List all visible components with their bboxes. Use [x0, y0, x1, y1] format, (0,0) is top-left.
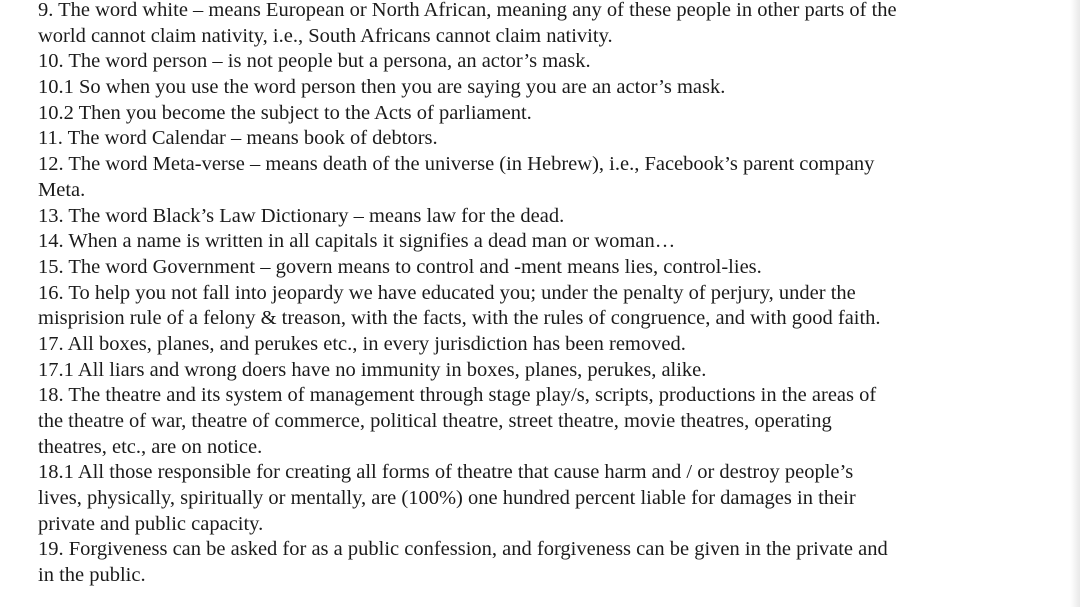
text-line: 18. The theatre and its system of management through stage play/s, scripts, productions in the areas of [38, 384, 877, 407]
text-line: 17.1 All liars and wrong doers have no immunity in boxes, planes, perukes, alike. [38, 358, 707, 381]
text-line: 10. The word person – is not people but a persona, an actor’s mask. [38, 50, 591, 73]
text-line: 14. When a name is written in all capitals it signifies a dead man or woman… [38, 230, 676, 253]
text-line: 11. The word Calendar – means book of debtors. [38, 127, 438, 150]
text-line: 15. The word Government – govern means to control and -ment means lies, control-lies. [38, 255, 762, 278]
text-line: 18.1 All those responsible for creating all forms of theatre that cause harm and / or destroy people’s [38, 461, 854, 484]
document-page [38, 0, 1072, 589]
text-line: misprision rule of a felony & treason, with the facts, with the rules of congruence, and with good faith. [38, 307, 881, 330]
text-line: 13. The word Black’s Law Dictionary – means law for the dead. [38, 204, 565, 227]
page-edge-shadow [1070, 0, 1080, 607]
text-line: private and public capacity. [38, 512, 264, 535]
text-line: 10.1 So when you use the word person then you are saying you are an actor’s mask. [38, 76, 726, 99]
text-line: world cannot claim nativity, i.e., South Africans cannot claim nativity. [38, 24, 613, 47]
text-line: 19. Forgiveness can be asked for as a public confession, and forgiveness can be given in the private and [38, 538, 888, 561]
text-line: 9. The word white – means European or North African, meaning any of these people in other parts of the [38, 0, 897, 21]
text-line: lives, physically, spiritually or mentally, are (100%) one hundred percent liable for damages in their [38, 487, 856, 510]
text-line: 16. To help you not fall into jeopardy we have educated you; under the penalty of perjury, under the [38, 281, 856, 304]
text-line: theatres, etc., are on notice. [38, 435, 263, 458]
text-line: 17. All boxes, planes, and perukes etc., in every jurisdiction has been removed. [38, 332, 686, 355]
text-line: the theatre of war, theatre of commerce, political theatre, street theatre, movie theatres, operating [38, 410, 832, 432]
text-line: Meta. [38, 178, 86, 201]
text-line: 12. The word Meta-verse – means death of the universe (in Hebrew), i.e., Facebook’s parent company [38, 153, 875, 176]
text-line: in the public. [38, 564, 146, 587]
text-line: 10.2 Then you become the subject to the Acts of parliament. [38, 101, 532, 124]
